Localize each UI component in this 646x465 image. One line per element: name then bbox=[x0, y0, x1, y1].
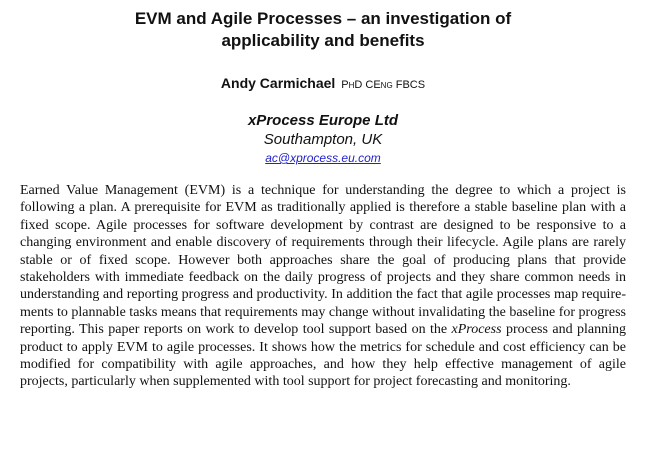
author-email-link[interactable]: ac@xprocess.eu.com bbox=[265, 151, 381, 165]
author-line bbox=[0, 75, 646, 93]
author-name: Andy Carmichael bbox=[220, 75, 336, 91]
abstract-paragraph bbox=[20, 182, 626, 391]
abstract-product-name: xProcess bbox=[451, 322, 502, 338]
paper-title-line-2: applicability and benefits bbox=[221, 31, 425, 50]
affiliation-organization: xProcess Europe Ltd bbox=[247, 112, 399, 129]
author-qualifications: PhD CEng FBCS bbox=[341, 79, 426, 91]
paper-title bbox=[40, 8, 606, 52]
abstract-text-part-1: Earned Value Management (EVM) is a technique for understanding the degree to which a project is following a plan. A prerequisite for EVM as traditionally applied is therefore a stable baseline plan with a fixed scope. Agile processes for software development by contrast are designed to be responsive to a changing environment and enable discovery of requirements through their lifecycle. Agile plans are rarely stable or of fixed scope. However both approaches share the goal of producing plans that provide stakeholders with immediate feedback on the daily progress of projects and they share common needs in understanding and reporting progress and productivity. In addition the fact that agile processes map requirements to plannable tasks means that requirements may change without invalidating the baseline for progress reporting. This paper reports on work to develop tool support based on the bbox=[20, 183, 626, 338]
abstract-text-part-2: process and planning product to apply EVM to agile processes. It shows how the metrics for schedule and cost efficiency can be modified for compatibility with agile approaches, and how they help effective management of agile projects, particularly when supplemented with tool support for project forecasting and monitoring. bbox=[20, 322, 626, 390]
paper-title-line-1: EVM and Agile Processes – an investigation of bbox=[134, 9, 512, 28]
affiliation-city: Southampton, UK bbox=[263, 131, 383, 148]
